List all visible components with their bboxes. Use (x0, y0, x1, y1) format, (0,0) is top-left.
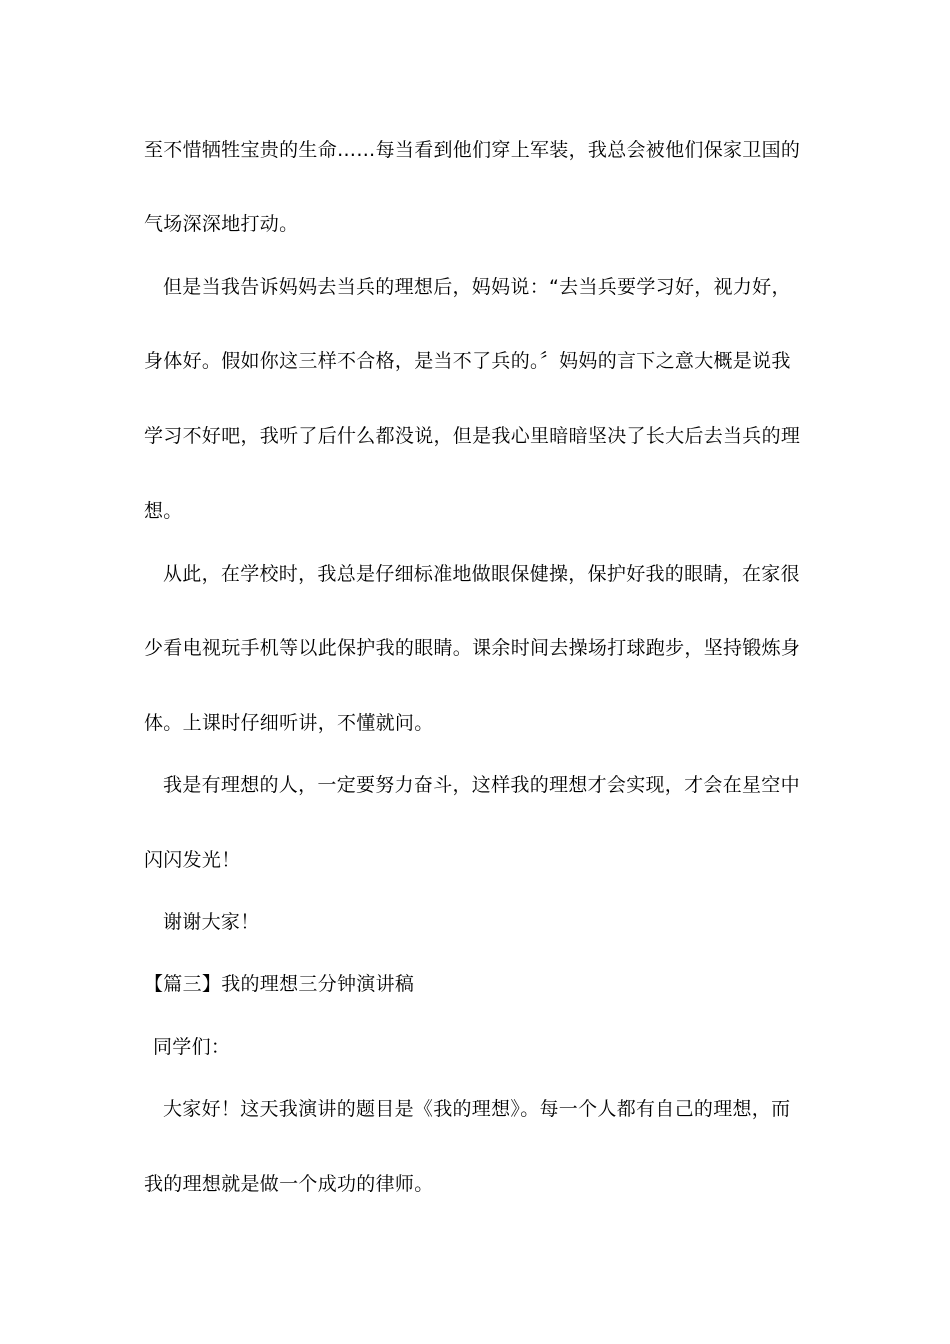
paragraph-start-line: 我是有理想的人，一定要努力奋斗，这样我的理想才会实现，才会在星空中 (163, 774, 800, 796)
section-heading: 【篇三】我的理想三分钟演讲稿 (144, 973, 415, 995)
text-line: 学习不好吧，我听了后什么都没说，但是我心里暗暗坚决了长大后去当兵的理 (144, 425, 801, 447)
closing-line: 谢谢大家！ (163, 911, 260, 933)
text-line: 体。上课时仔细听讲，不懂就问。 (144, 712, 434, 734)
salutation-line: 同学们： (153, 1036, 231, 1058)
text-line: 想。 (144, 500, 183, 522)
text-line: 气场深深地打动。 (144, 213, 299, 235)
text-line: 至不惜牺牲宝贵的生命……每当看到他们穿上军装，我总会被他们保家卫国的 (144, 139, 801, 161)
paragraph-start-line: 大家好！这天我演讲的题目是《我的理想》。每一个人都有自己的理想，而 (163, 1098, 791, 1120)
paragraph-start-line: 从此，在学校时，我总是仔细标准地做眼保健操，保护好我的眼睛，在家很 (163, 563, 800, 585)
text-line: 我的理想就是做一个成功的律师。 (144, 1173, 434, 1195)
text-line: 少看电视玩手机等以此保护我的眼睛。课余时间去操场打球跑步，坚持锻炼身 (144, 637, 801, 659)
text-line: 身体好。假如你这三样不合格，是当不了兵的。〞妈妈的言下之意大概是说我 (144, 350, 791, 372)
text-line: 闪闪发光！ (144, 849, 241, 871)
paragraph-start-line: 但是当我告诉妈妈去当兵的理想后，妈妈说：“去当兵要学习好，视力好， (163, 276, 791, 298)
